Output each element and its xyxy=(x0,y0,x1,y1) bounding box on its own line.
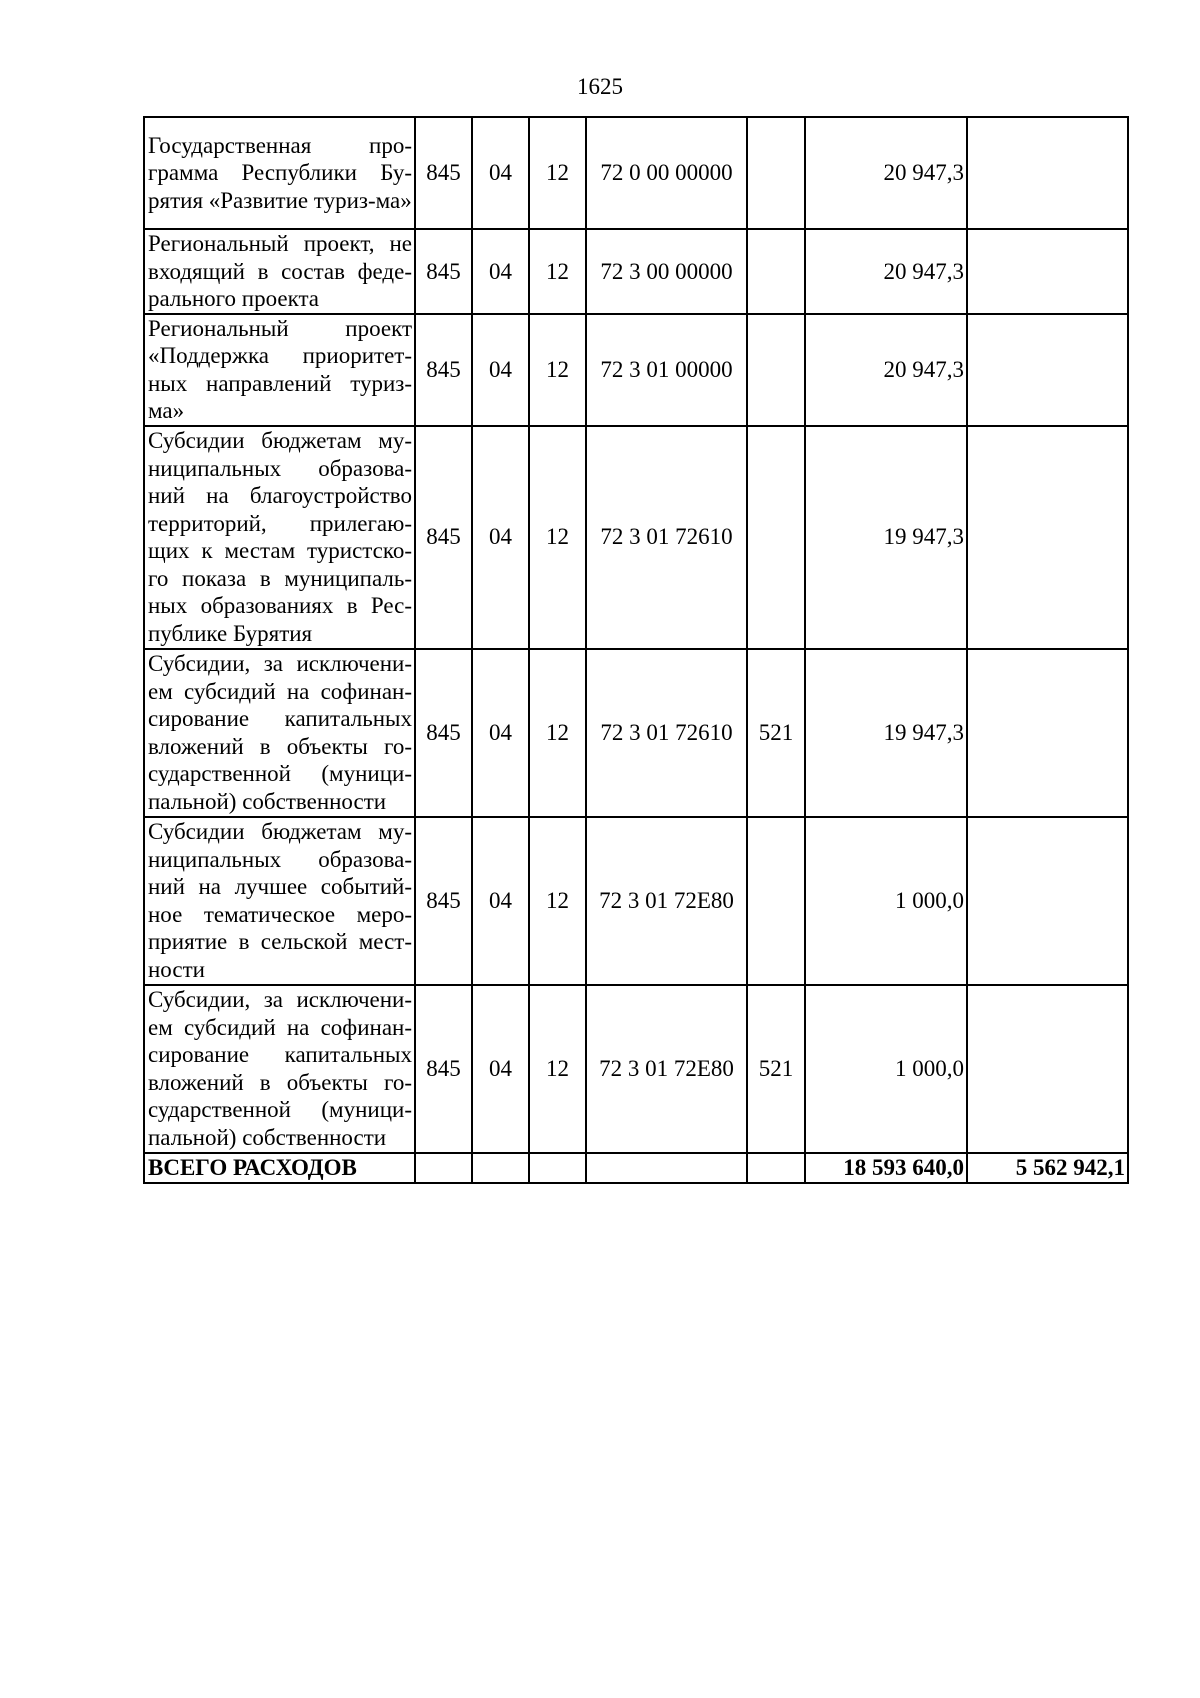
table-row xyxy=(144,117,1128,229)
row-subsection-code: 12 xyxy=(529,314,586,426)
row-expense-type xyxy=(747,817,805,985)
row-ved-code: 845 xyxy=(415,817,472,985)
row-sum-1: 1 000,0 xyxy=(805,985,967,1153)
row-sum-2 xyxy=(967,649,1128,817)
row-section-code: 04 xyxy=(472,817,529,985)
row-expense-type: 521 xyxy=(747,985,805,1153)
row-sum-2 xyxy=(967,426,1128,649)
budget-table xyxy=(143,116,1129,1184)
row-name: Государственная про-грамма Республики Бу-рятия «Развитие туриз-ма» xyxy=(144,117,415,229)
row-target-article: 72 0 00 00000 xyxy=(586,117,747,229)
row-target-article: 72 3 00 00000 xyxy=(586,229,747,314)
total-row xyxy=(144,1153,1128,1183)
row-subsection-code: 12 xyxy=(529,649,586,817)
row-subsection-code: 12 xyxy=(529,985,586,1153)
row-target-article: 72 3 01 72610 xyxy=(586,426,747,649)
row-sum-1: 20 947,3 xyxy=(805,229,967,314)
row-ved-code: 845 xyxy=(415,426,472,649)
row-name: Субсидии бюджетам му-ниципальных образова-ний на лучшее событий-ное тематическое меро-приятие в сельской мест-ности xyxy=(144,817,415,985)
page-number: 1625 xyxy=(577,74,623,99)
row-sum-1: 20 947,3 xyxy=(805,314,967,426)
row-name: Региональный проект, не входящий в состав феде-рального проекта xyxy=(144,229,415,314)
row-section-code: 04 xyxy=(472,985,529,1153)
row-section-code: 04 xyxy=(472,649,529,817)
total-empty-cell xyxy=(472,1153,529,1183)
total-empty-cell xyxy=(586,1153,747,1183)
row-name: Субсидии, за исключени-ем субсидий на софинан-сирование капитальных вложений в объекты го-сударственной (муници-пальной) собственности xyxy=(144,985,415,1153)
row-sum-1: 19 947,3 xyxy=(805,649,967,817)
row-ved-code: 845 xyxy=(415,229,472,314)
table-row xyxy=(144,229,1128,314)
row-ved-code: 845 xyxy=(415,117,472,229)
total-sum-2: 5 562 942,1 xyxy=(967,1153,1128,1183)
row-name: Субсидии, за исключени-ем субсидий на софинан-сирование капитальных вложений в объекты го-сударственной (муници-пальной) собственности xyxy=(144,649,415,817)
row-expense-type xyxy=(747,314,805,426)
row-expense-type xyxy=(747,426,805,649)
row-section-code: 04 xyxy=(472,314,529,426)
row-subsection-code: 12 xyxy=(529,229,586,314)
row-sum-1: 20 947,3 xyxy=(805,117,967,229)
total-label: ВСЕГО РАСХОДОВ xyxy=(144,1153,415,1183)
row-subsection-code: 12 xyxy=(529,817,586,985)
total-empty-cell xyxy=(529,1153,586,1183)
total-empty-cell xyxy=(415,1153,472,1183)
row-subsection-code: 12 xyxy=(529,426,586,649)
row-ved-code: 845 xyxy=(415,314,472,426)
total-empty-cell xyxy=(747,1153,805,1183)
table-row xyxy=(144,314,1128,426)
row-sum-2 xyxy=(967,314,1128,426)
row-target-article: 72 3 01 00000 xyxy=(586,314,747,426)
row-sum-2 xyxy=(967,117,1128,229)
total-sum-1: 18 593 640,0 xyxy=(805,1153,967,1183)
row-expense-type xyxy=(747,117,805,229)
row-section-code: 04 xyxy=(472,426,529,649)
table-row xyxy=(144,985,1128,1153)
row-name: Субсидии бюджетам му-ниципальных образова-ний на благоустройство территорий, прилегаю-щих к местам туристско-го показа в муниципаль-ных образованиях в Рес-публике Бурятия xyxy=(144,426,415,649)
row-ved-code: 845 xyxy=(415,985,472,1153)
row-sum-2 xyxy=(967,229,1128,314)
table-body xyxy=(144,117,1128,1183)
table-row xyxy=(144,426,1128,649)
row-target-article: 72 3 01 72E80 xyxy=(586,985,747,1153)
row-sum-2 xyxy=(967,817,1128,985)
row-ved-code: 845 xyxy=(415,649,472,817)
row-sum-1: 19 947,3 xyxy=(805,426,967,649)
row-expense-type: 521 xyxy=(747,649,805,817)
table-row xyxy=(144,817,1128,985)
row-name: Региональный проект «Поддержка приоритет-ных направлений туриз-ма» xyxy=(144,314,415,426)
row-section-code: 04 xyxy=(472,229,529,314)
row-target-article: 72 3 01 72E80 xyxy=(586,817,747,985)
table-row xyxy=(144,649,1128,817)
row-target-article: 72 3 01 72610 xyxy=(586,649,747,817)
row-subsection-code: 12 xyxy=(529,117,586,229)
row-section-code: 04 xyxy=(472,117,529,229)
row-expense-type xyxy=(747,229,805,314)
row-sum-1: 1 000,0 xyxy=(805,817,967,985)
row-sum-2 xyxy=(967,985,1128,1153)
